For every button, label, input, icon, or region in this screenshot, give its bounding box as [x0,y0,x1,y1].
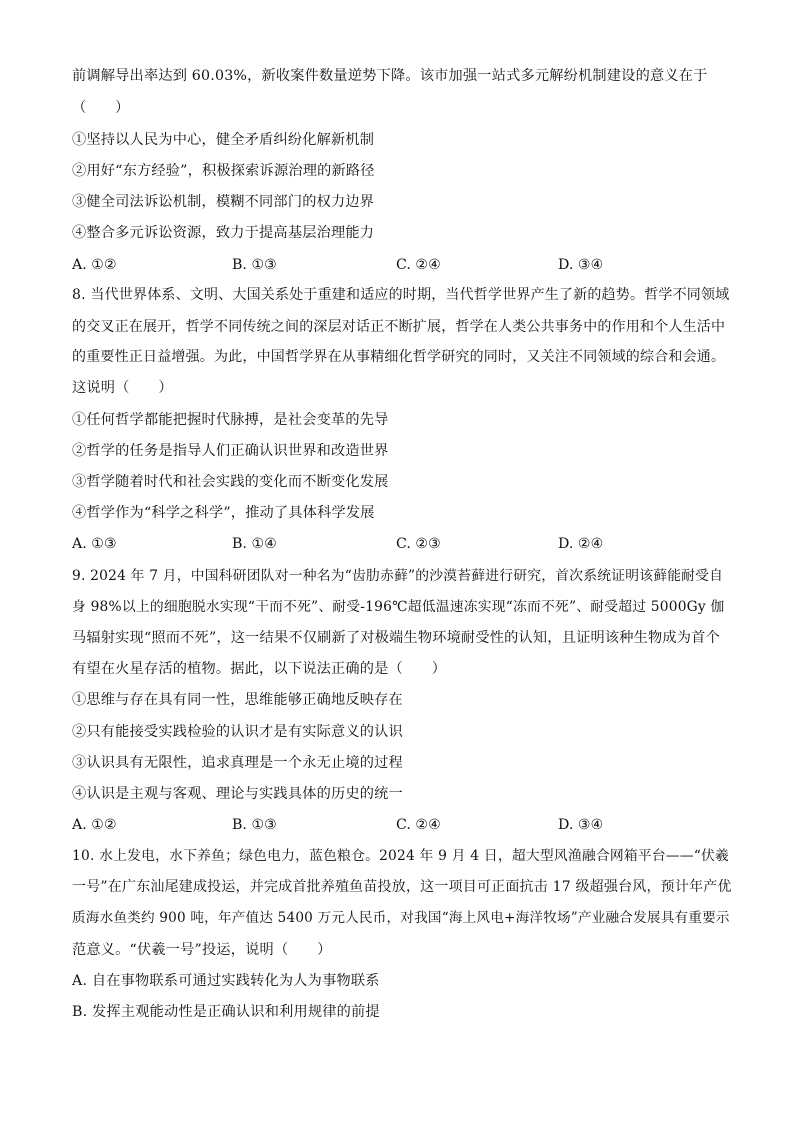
q8-statement-4: ④哲学作为“科学之科学”，推动了具体科学发展 [72,505,375,521]
q9-option-b[interactable]: B. ①③ [232,817,277,833]
q8-option-a[interactable]: A. ①③ [72,536,117,552]
q7-option-a[interactable]: A. ①② [72,257,117,273]
q8-statement-1: ①任何哲学都能把握时代脉搏，是社会变革的先导 [72,412,389,428]
q9-statement-1: ①思维与存在具有同一性，思维能够正确地反映存在 [72,692,403,708]
q10-option-a[interactable]: A. 自在事物联系可通过实践转化为人为事物联系 [72,973,380,989]
q9-stem-line-4: 有望在火星存活的植物。据此，以下说法正确的是（ ） [72,661,447,677]
q9-stem-line-1: 9. 2024 年 7 月，中国科研团队对一种名为“齿肋赤藓”的沙漠苔藓进行研究，首次系统证明该藓能耐受自 [72,568,724,584]
q7-answer-blank: （ ） [72,100,130,116]
q10-stem-line-3: 质海水鱼类约 900 吨，年产值达 5400 万元人民币，对我国“海上风电+海洋牧场”产业融合发展具有重要示 [72,910,730,926]
q9-statement-4: ④认识是主观与客观、理论与实践具体的历史的统一 [72,786,403,802]
q9-option-c[interactable]: C. ②④ [396,817,441,833]
q8-option-d[interactable]: D. ②④ [558,536,604,552]
q7-statement-4: ④整合多元诉讼资源，致力于提高基层治理能力 [72,225,375,241]
q10-stem-line-1: 10. 水上发电，水下养鱼；绿色电力，蓝色粮仓。2024 年 9 月 4 日，超大型风渔融合网箱平台——“伏羲 [72,848,730,864]
q10-stem-line-2: 一号”在广东汕尾建成投运，并完成首批养殖鱼苗投放，这一项目可正面抗击 17 级超强台风，预计年产优 [72,879,732,895]
q7-statement-2: ②用好“东方经验”，积极探索诉源治理的新路径 [72,163,375,179]
q8-statement-2: ②哲学的任务是指导人们正确认识世界和改造世界 [72,443,389,459]
q8-options [72,534,732,554]
q8-statement-3: ③哲学随着时代和社会实践的变化而不断变化发展 [72,474,389,490]
q9-statement-3: ③认识具有无限性，追求真理是一个永无止境的过程 [72,755,403,771]
q10-option-b[interactable]: B. 发挥主观能动性是正确认识和利用规律的前提 [72,1004,380,1020]
q10-stem-line-4: 范意义。“伏羲一号”投运，说明（ ） [72,942,332,958]
q9-stem-line-2: 身 98%以上的细胞脱水实现“干而不死”、耐受-196℃超低温速冻实现“冻而不死”、耐受超过 5000Gy 伽 [72,599,725,615]
q8-stem-line-2: 的交叉正在展开，哲学不同传统之间的深层对话正不断扩展，哲学在人类公共事务中的作用和个人生活中 [72,319,726,335]
q7-option-c[interactable]: C. ②④ [396,257,441,273]
q7-options [72,255,732,275]
q7-statement-3: ③健全司法诉讼机制，模糊不同部门的权力边界 [72,194,375,210]
q7-stem-line: 前调解导出率达到 60.03%，新收案件数量逆势下降。该市加强一站式多元解纷机制建设的意义在于 [72,68,708,84]
q9-stem-line-3: 马辐射实现“照而不死”，这一结果不仅刷新了对极端生物环境耐受性的认知，且证明该种生物成为首个 [72,630,720,646]
q7-option-d[interactable]: D. ③④ [558,257,604,273]
q9-option-d[interactable]: D. ③④ [558,817,604,833]
q8-option-b[interactable]: B. ①④ [232,536,277,552]
q7-statement-1: ①坚持以人民为中心，健全矛盾纠纷化解新机制 [72,132,375,148]
q8-stem-line-4: 这说明（ ） [72,380,173,396]
q8-stem-line-3: 的重要性正日益增强。为此，中国哲学界在从事精细化哲学研究的同时，又关注不同领域的综合和会通。 [72,349,726,365]
q7-option-b[interactable]: B. ①③ [232,257,277,273]
q9-options [72,815,732,835]
q9-option-a[interactable]: A. ①② [72,817,117,833]
q8-stem-line-1: 8. 当代世界体系、文明、大国关系处于重建和适应的时期，当代哲学世界产生了新的趋势。哲学不同领域 [72,287,730,303]
q8-option-c[interactable]: C. ②③ [396,536,441,552]
q9-statement-2: ②只有能接受实践检验的认识才是有实际意义的认识 [72,724,403,740]
